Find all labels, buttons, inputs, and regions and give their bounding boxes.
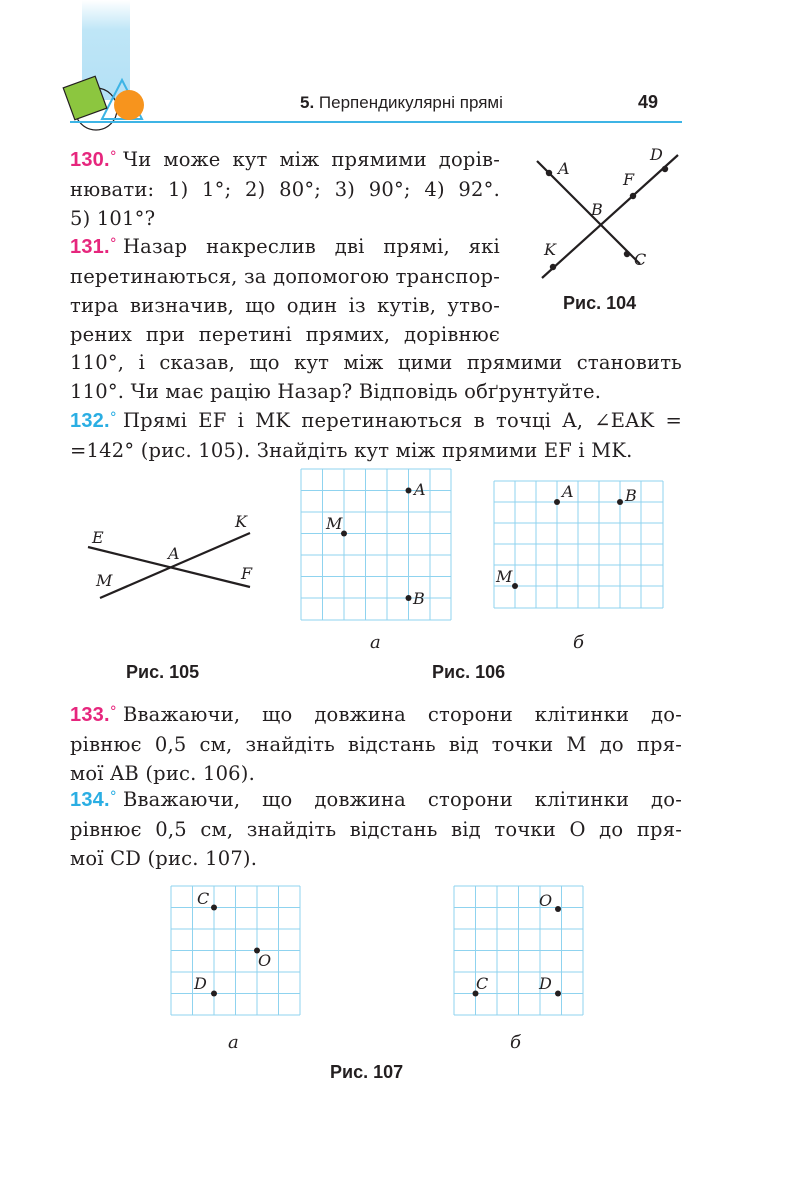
label-C: C <box>476 974 489 993</box>
figure-105-caption: Рис. 105 <box>126 662 200 682</box>
label-K: K <box>544 240 556 259</box>
figure-107-a-grid <box>170 885 305 1020</box>
label-C: C <box>634 250 647 269</box>
point-B <box>406 595 412 601</box>
point-C <box>624 251 630 257</box>
point-A <box>546 170 552 176</box>
point-C <box>211 905 217 911</box>
section-title: Перпендикулярні прямі <box>318 93 503 112</box>
problem-133: 133.° Вважаючи, що довжина сторони клітинки до- рівнює 0,5 см, знайдіть відстань від точки M до пря- мої AB (рис. 106). <box>70 700 682 788</box>
label-B: B <box>625 486 637 505</box>
problem-number: 132. <box>70 410 110 432</box>
label-M: M <box>496 567 513 586</box>
point-A <box>554 499 560 505</box>
label-E: E <box>92 528 104 547</box>
point-B <box>617 499 623 505</box>
page-number: 49 <box>638 92 659 112</box>
problem-130: 130.° Чи може кут між прямими дорів- нювати: 1) 1°; 2) 80°; 3) 90°; 4) 92°. 5) 101°? <box>70 145 500 233</box>
point-D <box>555 991 561 997</box>
point-K <box>550 264 556 270</box>
label-A: A <box>558 159 570 178</box>
logo-green-square <box>63 76 107 120</box>
problem-text-line: рівнює 0,5 см, знайдіть відстань від точки O до пря- <box>70 818 682 841</box>
figure-107-a-label: а <box>228 1032 239 1053</box>
section-number: 5. <box>300 93 315 112</box>
problem-131: 131.° Назар накреслив дві прямі, які перетинаються, за допомогою транспор- тира визначив, що один із кутів, утво- рених при перетині прямих, дорівнює <box>70 232 500 349</box>
figure-104 <box>520 140 690 280</box>
point-D <box>662 166 668 172</box>
problem-number: 134. <box>70 789 110 811</box>
point-M <box>512 583 518 589</box>
figure-107-b-label: б <box>510 1032 521 1053</box>
problem-text-line: Чи може кут між прямими дорів- <box>122 148 500 171</box>
problem-text-line: Вважаючи, що довжина сторони клітинки до- <box>122 703 682 726</box>
grid-lines <box>301 469 451 620</box>
figure-106-a-label: а <box>370 632 381 653</box>
grid-lines <box>454 886 583 1015</box>
figure-105 <box>80 505 280 615</box>
label-A: A <box>414 480 426 499</box>
problem-text-line: 110°. Чи має рацію Назар? Відповідь обґрунтуйте. <box>70 380 602 403</box>
point-D <box>211 991 217 997</box>
label-A: A <box>562 482 574 501</box>
problem-text-line: тира визначив, що один із кутів, утво- <box>70 294 500 317</box>
figure-106-a-grid <box>300 468 455 624</box>
figure-106-b-grid <box>493 480 668 612</box>
running-header <box>300 93 503 113</box>
problem-134: 134.° Вважаючи, що довжина сторони клітинки до- рівнює 0,5 см, знайдіть відстань від точки O до пря- мої CD (рис. 107). <box>70 785 682 873</box>
problem-text-line: мої AB (рис. 106). <box>70 762 255 785</box>
problem-text-line: Назар накреслив дві прямі, які <box>122 235 500 258</box>
grid-lines <box>171 886 300 1015</box>
problem-number: 131. <box>70 236 110 258</box>
label-B: B <box>413 589 425 608</box>
label-D: D <box>650 145 663 164</box>
figure-107-caption: Рис. 107 <box>330 1062 404 1082</box>
figure-104-caption: Рис. 104 <box>563 293 637 313</box>
problem-text-line: Прямі EF і MK перетинаються в точці A, ∠EAK = <box>122 409 682 432</box>
label-D: D <box>194 974 207 993</box>
label-O: O <box>258 951 272 970</box>
problem-text-line: 5) 101°? <box>70 207 156 230</box>
label-M: M <box>326 514 343 533</box>
problem-number: 133. <box>70 704 110 726</box>
label-K: K <box>235 512 247 531</box>
line-MK <box>100 533 250 598</box>
label-F: F <box>623 170 635 189</box>
grid-lines <box>494 481 663 608</box>
problem-text-line: мої CD (рис. 107). <box>70 847 258 870</box>
problem-text-line: 110°, і сказав, що кут між цими прямими становить <box>70 351 682 374</box>
figure-106-caption: Рис. 106 <box>432 662 506 682</box>
logo-orange-circle <box>114 90 144 120</box>
problem-text-line: Вважаючи, що довжина сторони клітинки до- <box>122 788 682 811</box>
problem-text-line: перетинаються, за допомогою транспор- <box>70 265 500 288</box>
problem-text-line: нювати: 1) 1°; 2) 80°; 3) 90°; 4) 92°. <box>70 178 500 201</box>
figure-106-b-label: б <box>573 632 584 653</box>
figure-107-b-grid <box>453 885 588 1020</box>
label-C: C <box>197 889 210 908</box>
problem-131-continued <box>70 348 682 406</box>
problem-text-line: рівнює 0,5 см, знайдіть відстань від точки M до пря- <box>70 733 682 756</box>
problem-132: 132.° Прямі EF і MK перетинаються в точці A, ∠EAK = =142° (рис. 105). Знайдіть кут між прямими EF і MK. <box>70 406 682 465</box>
label-A: A <box>168 544 180 563</box>
problem-text-line: рених при перетині прямих, дорівнює <box>70 323 500 346</box>
point-O <box>555 906 561 912</box>
label-O: O <box>539 891 553 910</box>
label-D: D <box>539 974 552 993</box>
header-logo-shapes <box>62 72 157 134</box>
label-M: M <box>96 571 113 590</box>
header-rule <box>70 121 682 123</box>
point-F <box>630 193 636 199</box>
label-B: B <box>591 200 603 219</box>
problem-text-line: =142° (рис. 105). Знайдіть кут між прямими EF і MK. <box>70 439 633 462</box>
problem-number: 130. <box>70 149 110 171</box>
point-A <box>406 488 412 494</box>
label-F: F <box>241 564 253 583</box>
